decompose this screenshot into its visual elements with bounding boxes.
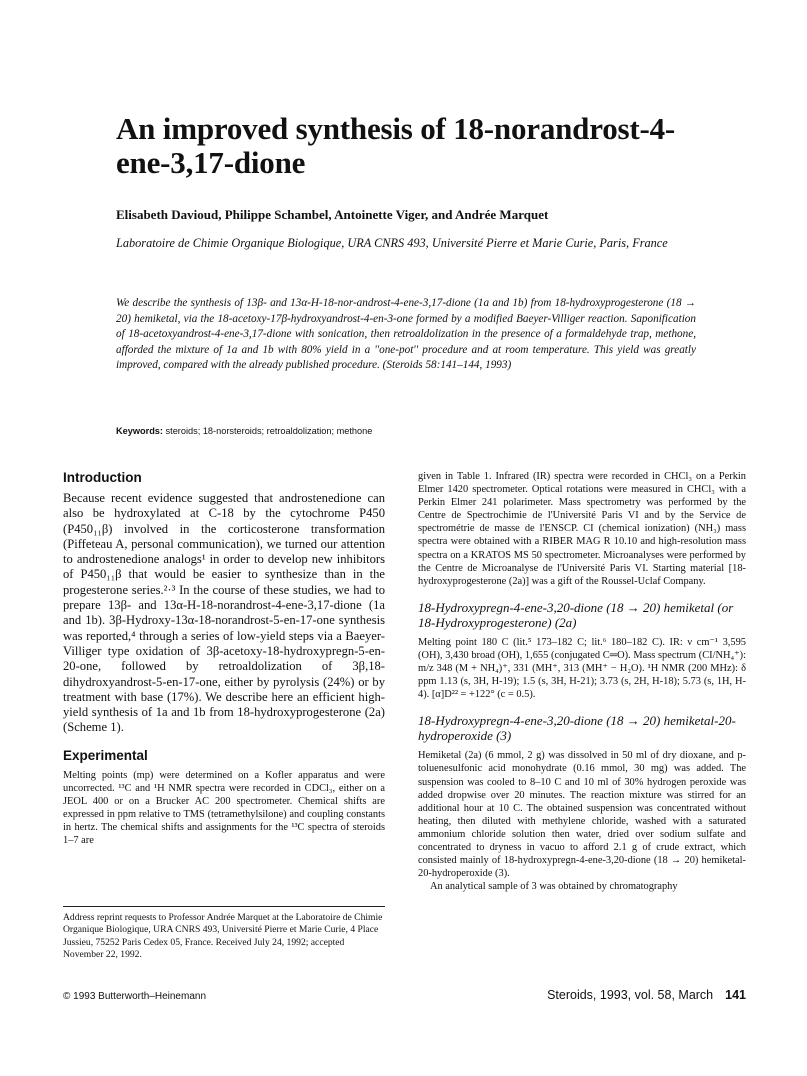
introduction-text: Because recent evidence suggested that androstenedione can also be hydroxylated at C-18 by the cytochrome P450 (P450₁₁β) involved in the corticosterone transformation (Piffeteau A, personal communication), we turned our attention to androstenedione analogs¹ in order to develop new inhibitors of P450₁₁β that would be easier to synthesize than in the progesterone series.²·³ In the course of these studies, we had to prepare 13β- and 13α-H-18-norandrost-4-ene-3,17-dione (1a and 1b). 3β-Hydroxy-13α-18-norandrost-5-en-17-one synthesis was reported,⁴ through a series of low-yield steps via a Baeyer-Villiger type oxidation of 3β-acetoxy-18-hydroxypregn-5-en-20-one, followed by retroaldolization of 3β,18-dihydroxyandrost-5-en-17-one, either by pyrolysis (24%) or by treatment with base (17%). We describe here an efficient high-yield synthesis of 1a and 1b from 18-hydroxyprogesterone (2a) (Scheme 1). [63,491,385,735]
keywords-line [116,426,696,436]
keywords-text: steroids; 18-norsteroids; retroaldolization; methone [165,426,373,436]
copyright: © 1993 Butterworth–Heinemann [63,991,207,1002]
compound-2a-data: Melting point 180 C (lit.⁵ 173–182 C; lit.⁶ 180–182 C). IR: ν cm⁻¹ 3,595 (OH), 3,430 broad (OH), 1,655 (conjugated C═O). Mass spectrum (CI/NH₄⁺): m/z 348 (M + NH₄)⁺, 331 (MH⁺, 313 (MH⁺ − H₂O). ¹H NMR (200 MHz): δ ppm 1.13 (s, 3H, H-19); 1.5 (s, 3H, H-21); 3.73 (s, 2H, H-18); 5.73 (s, 1H, H-4). [α]D²² = +122° (c = 0.5). [418,636,746,701]
compound-3-procedure: Hemiketal (2a) (6 mmol, 2 g) was dissolved in 50 ml of dry dioxane, and p-toluenesulfonic acid monohydrate (0.16 mmol, 30 mg) was added. The suspension was cooled to 8–10 C and 10 ml of 30% hydrogen peroxide was added dropwise over 20 minutes. The reaction mixture was stirred for an additional hour at 10 C. The obtained suspension was concentrated without heating, then diluted with methylene chloride, washed with a saturated ammonium chloride solution then water, dried over sodium sulfate and concentrated to dryness in vacuo to afford 2.1 g of crude extract, which consisted mainly of 18-hydroxypregn-4-ene-3,20-dione (18 → 20) hemiketal-20-hydroperoxide (3). [418,750,746,880]
affiliation: Laboratoire de Chimie Organique Biologique, URA CNRS 493, Université Pierre et Marie Curie, Paris, France [116,236,668,250]
experimental-text: Melting points (mp) were determined on a Kofler apparatus and were uncorrected. ¹³C and ¹H NMR spectra were recorded in CDCl₃, either on a JEOL 400 or on a Brucker AC 200 spectrometer. Chemical shifts are expressed in ppm relative to TMS (tetramethylsilone) and coupling constants in hertz. The chemical shifts and assignments for the ¹³C spectra of steroids 1–7 are [63,769,385,847]
author-list: Elisabeth Davioud, Philippe Schambel, Antoinette Viger, and Andrée Marquet [116,207,549,222]
footnote-divider [63,906,385,907]
right-column [418,470,746,893]
compound-3-heading: 18-Hydroxypregn-4-ene-3,20-dione (18 → 20) hemiketal-20-hydroperoxide (3) [418,713,736,744]
journal-citation [505,988,746,1002]
left-column [63,470,385,847]
compound-3-analytical: An analytical sample of 3 was obtained by chromatography [430,881,678,893]
article-title: An improved synthesis of 18-norandrost-4-ene-3,17-dione [116,111,676,180]
footnote: Address reprint requests to Professor Andrée Marquet at the Laboratoire de Chimie Organique Biologique, URA CNRS 493, Université Pierre et Marie Curie, 4 Place Jussieu, 75252 Paris Cedex 05, France. Received July 24, 1992; accepted November 22, 1992. [63,912,383,961]
methods-paragraph: given in Table 1. Infrared (IR) spectra were recorded in CHCl₃ on a Perkin Elmer 1420 spectrometer. Optical rotations were measured in CHCl₃ with a Perkin Elmer 241 polarimeter. Mass spectrometry was performed by the Centre de Spectrochimie de l'Université Paris VI and by the Service de spectrométrie de masse de l'ENSCP. CI (chemical ionization) (NH₃) mass spectra were obtained with a RIBER MAG R 10.10 and high-resolution mass spectra on a KRATOS MS 50 spectrometer. Microanalyses were performed by the Centre de Microanalyse de l'Université Paris VI. Starting material [18-hydroxyprogesterone (2a)] was a gift of the Roussel-Uclaf Company. [418,471,746,587]
page-number: 141 [725,988,746,1002]
compound-2a-heading: 18-Hydroxypregn-4-ene-3,20-dione (18 → 20) hemiketal (or 18-Hydroxyprogesterone) (2a) [418,599,734,630]
introduction-heading: Introduction [63,470,142,485]
abstract: We describe the synthesis of 13β- and 13α-H-18-nor-androst-4-ene-3,17-dione (1a and 1b) from 18-hydroxyprogesterone (18 → 20) hemiketal, via the 18-acetoxy-17β-hydroxyandrost-4-en-3-one formed by a modified Baeyer-Villiger reaction. Saponification of 18-acetoxyandrost-4-ene-3,17-dione with sonication, then retroaldolization in the presence of a formaldehyde trap, methone, afforded the mixture of 1a and 1b with 80% yield in a ''one-pot'' procedure and at room temperature. This yield was greatly improved, compared with the already published procedure. (Steroids 58:141–144, 1993) [116,297,696,371]
experimental-heading: Experimental [63,747,148,763]
journal-name: Steroids, 1993, vol. 58, March [547,988,714,1002]
keywords-label: Keywords: [116,426,163,436]
